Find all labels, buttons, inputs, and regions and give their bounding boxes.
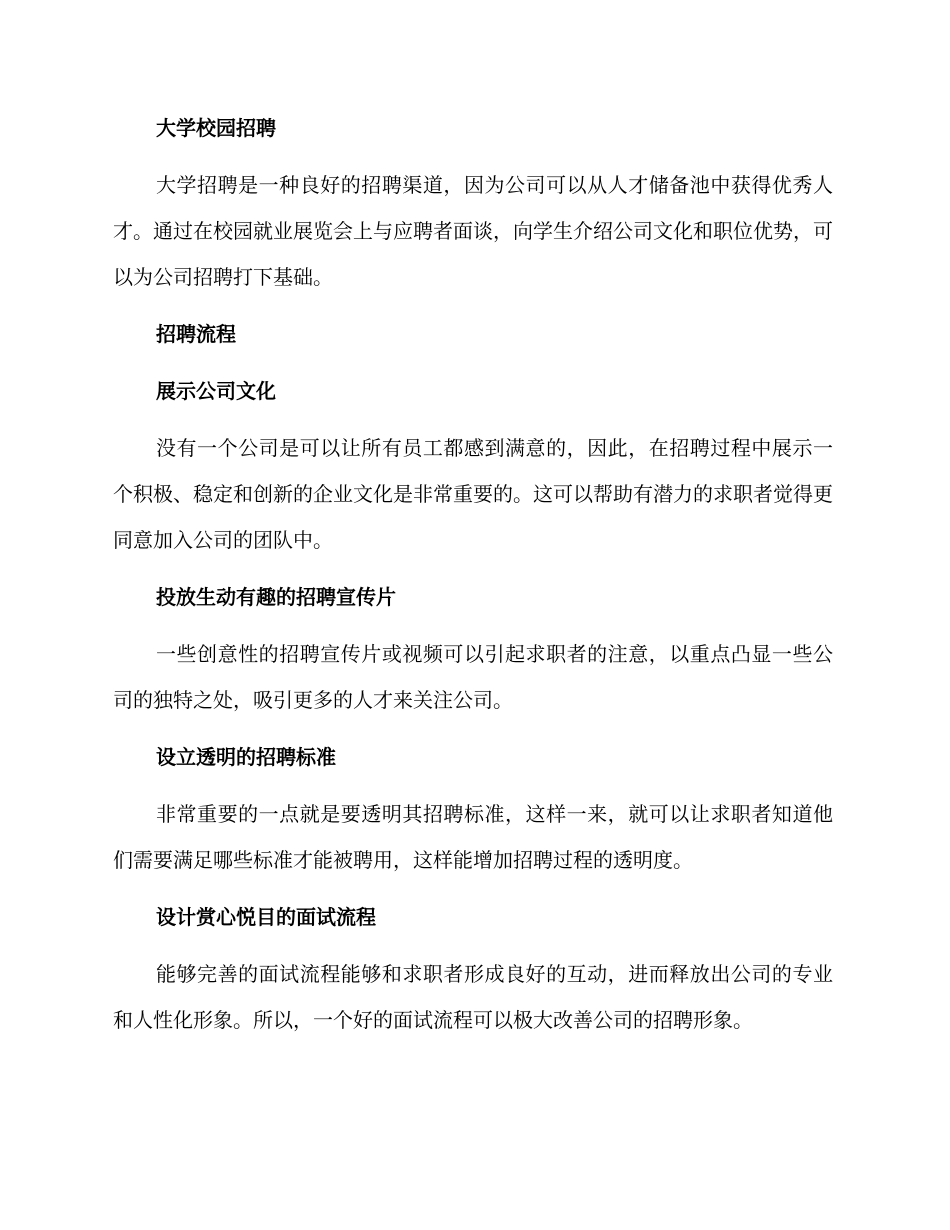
section-heading-interview-process: 设计赏心悦目的面试流程 (156, 905, 376, 929)
paragraph-interview-process: 能够完善的面试流程能够和求职者形成良好的互动，进而释放出公司的专业和人性化形象。所以，一个好的面试流程可以极大改善公司的招聘形象。 (113, 962, 833, 1032)
paragraph-promo-video: 一些创意性的招聘宣传片或视频可以引起求职者的注意，以重点凸显一些公司的独特之处，吸引更多的人才来关注公司。 (113, 642, 833, 712)
section-heading-recruitment-process: 招聘流程 (156, 322, 236, 346)
paragraph-campus-recruitment: 大学招聘是一种良好的招聘渠道，因为公司可以从人才储备池中获得优秀人才。通过在校园就业展览会上与应聘者面谈，向学生介绍公司文化和职位优势，可以为公司招聘打下基础。 (113, 173, 833, 289)
document-body (113, 105, 833, 1054)
section-heading-promo-video: 投放生动有趣的招聘宣传片 (156, 585, 396, 609)
section-heading-campus-recruitment: 大学校园招聘 (156, 116, 276, 140)
paragraph-company-culture: 没有一个公司是可以让所有员工都感到满意的，因此，在招聘过程中展示一个积极、稳定和创新的企业文化是非常重要的。这可以帮助有潜力的求职者觉得更同意加入公司的团队中。 (113, 436, 833, 552)
section-heading-company-culture: 展示公司文化 (156, 379, 276, 403)
paragraph-transparent-standards: 非常重要的一点就是要透明其招聘标准，这样一来，就可以让求职者知道他们需要满足哪些标准才能被聘用，这样能增加招聘过程的透明度。 (113, 802, 833, 872)
section-heading-transparent-standards: 设立透明的招聘标准 (156, 745, 336, 769)
